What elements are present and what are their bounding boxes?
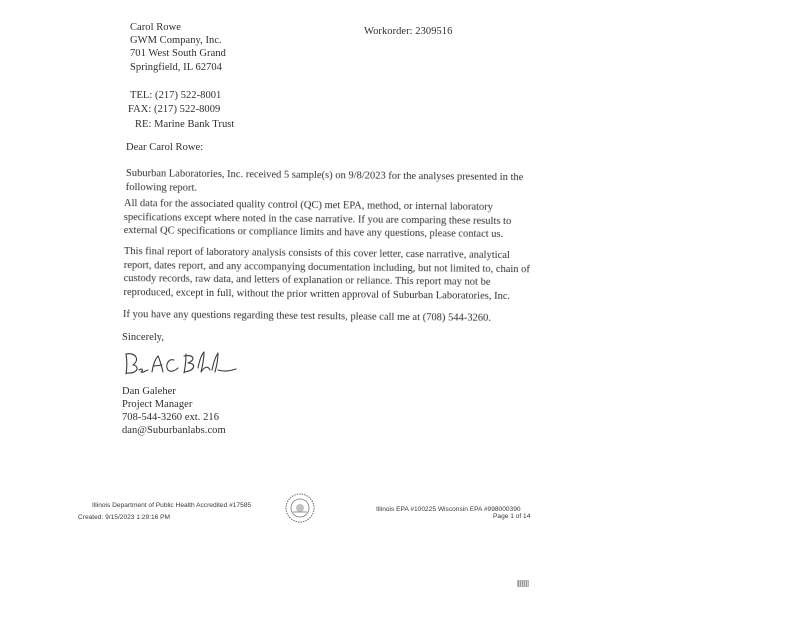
signer-name: Dan Galeher — [122, 386, 176, 397]
footer-created-date: Created: 9/15/2023 1:29:16 PM — [78, 514, 171, 521]
salutation: Dear Carol Rowe: — [126, 142, 204, 153]
paragraph-line: specifications except where noted in the case narrative. If you are comparing these results to — [123, 211, 512, 227]
closing: Sincerely, — [122, 332, 165, 343]
paragraph-line: Suburban Laboratories, Inc. received 5 sample(s) on 9/8/2023 for the analyses presented in the — [125, 167, 524, 184]
paragraph-line: reproduced, except in full, without the prior written approval of Suburban Laboratories, Inc. — [123, 286, 511, 302]
paragraph-line: If you have any questions regarding these test results, please call me at (708) 544-3260. — [122, 308, 491, 324]
paragraph-questions — [123, 308, 491, 325]
accreditation-seal-icon — [284, 492, 316, 524]
reference-line: RE: Marine Bank Trust — [135, 119, 235, 130]
paragraph-line: This final report of laboratory analysis consists of this cover letter, case narrative, analytical — [123, 245, 510, 262]
workorder-number: Workorder: 2309516 — [364, 26, 453, 37]
recipient-name: Carol Rowe — [130, 22, 181, 33]
contact-fax: FAX: (217) 522-8009 — [128, 104, 221, 115]
recipient-city: Springfield, IL 62704 — [130, 62, 222, 73]
signer-title: Project Manager — [122, 399, 193, 410]
paragraph-quality-control — [124, 197, 512, 242]
paragraph-line: custody records, raw data, and letters of explanation or reliance. This report may not be — [123, 272, 491, 288]
recipient-company: GWM Company, Inc. — [130, 35, 222, 46]
scan-artifact — [517, 580, 529, 587]
handwritten-signature — [122, 348, 240, 378]
paragraph-line: report, dates report, and any accompanying documentation including, but not limited to, chain of — [123, 259, 531, 275]
footer-accreditation: Illinois Department of Public Health Accredited #17585 — [92, 502, 252, 509]
recipient-street: 701 West South Grand — [130, 48, 226, 59]
paragraph-line: following report. — [125, 181, 198, 194]
signer-email[interactable]: dan@Suburbanlabs.com — [122, 425, 226, 436]
contact-tel: TEL: (217) 522-8001 — [130, 90, 222, 101]
signer-phone: 708-544-3260 ext. 216 — [122, 412, 219, 423]
paragraph-received — [126, 167, 524, 198]
paragraph-final-report — [123, 245, 530, 303]
paragraph-line: external QC specifications or compliance limits and have any questions, please contact us. — [123, 224, 504, 240]
paragraph-line: All data for the associated quality control (QC) met EPA, method, or internal laboratory — [123, 197, 494, 213]
footer-epa: Illinois EPA #100225 Wisconsin EPA #998000390 — [376, 506, 521, 513]
footer-page-number: Page 1 of 14 — [493, 513, 531, 520]
